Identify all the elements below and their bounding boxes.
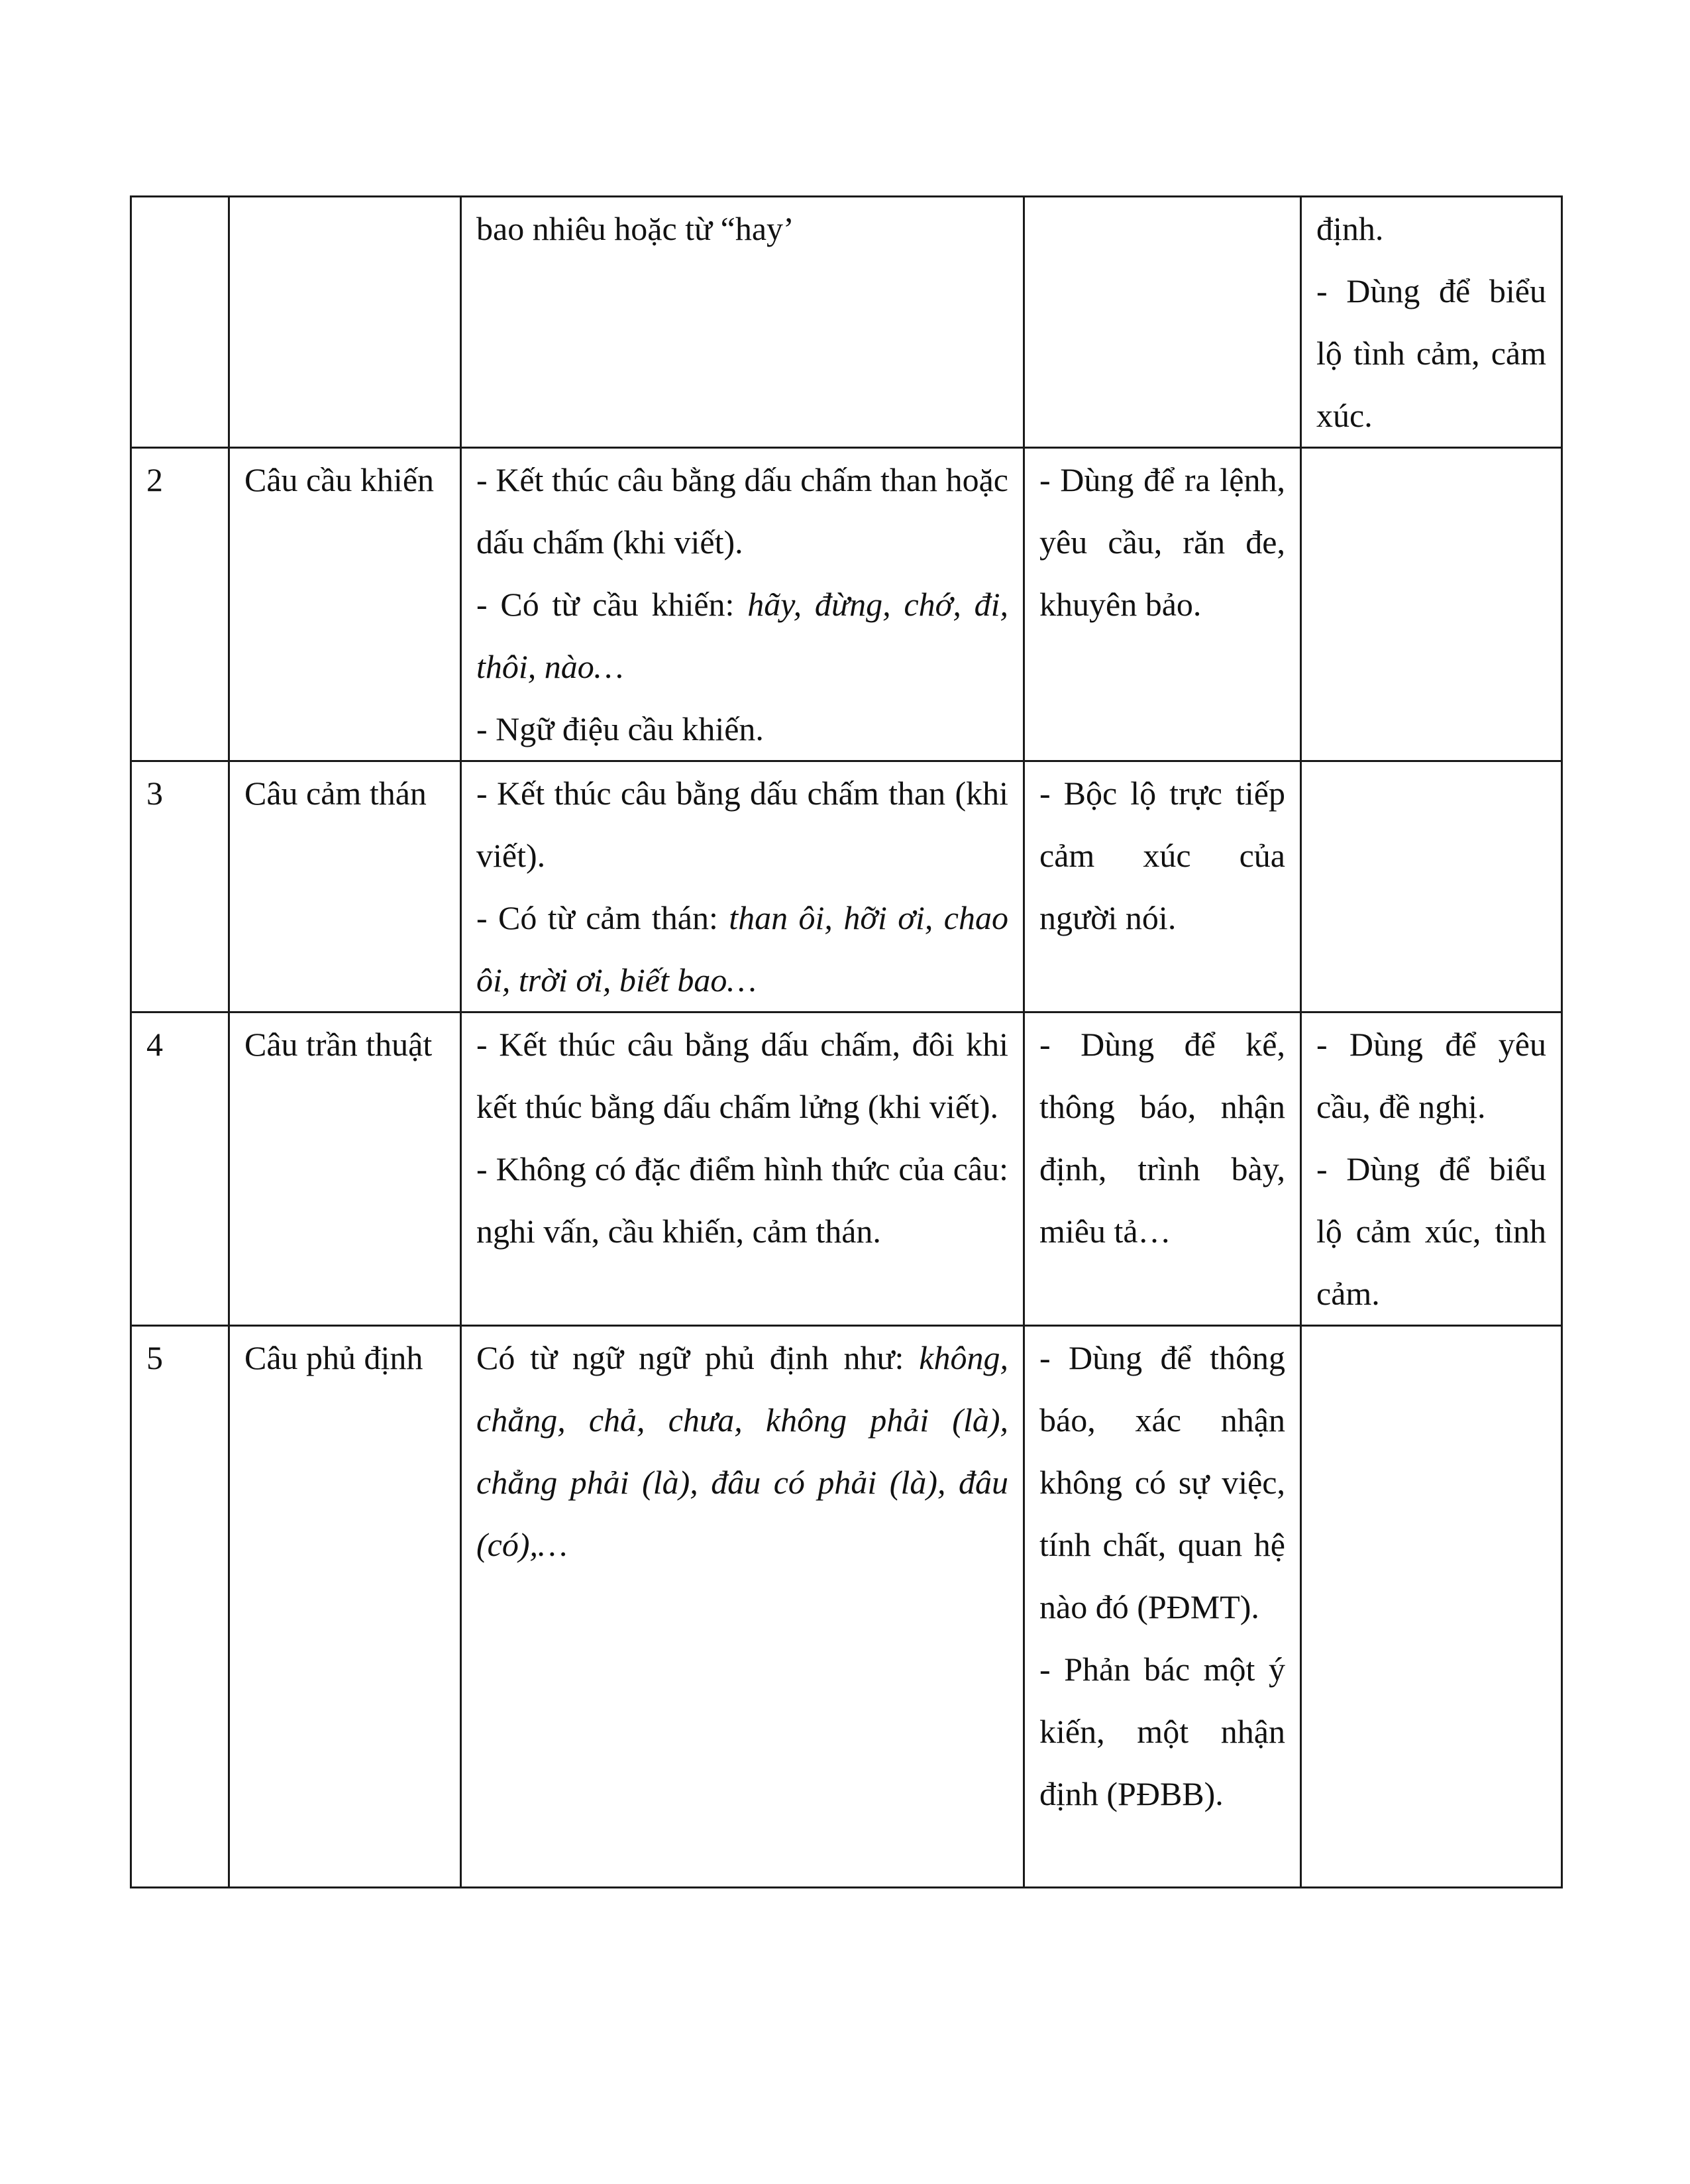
indirect-line: - Dùng để yêu cầu, đề nghị. <box>1316 1026 1546 1125</box>
direct-line: - Dùng để ra lệnh, yêu cầu, răn đe, khuyên bảo. <box>1039 461 1285 623</box>
form-cell <box>461 448 1024 761</box>
direct-function-cell <box>1024 1012 1301 1326</box>
sentence-type-cell <box>229 197 461 448</box>
form-cell <box>461 761 1024 1012</box>
direct-function-cell <box>1024 761 1301 1012</box>
sentence-type-cell: Câu cầu khiến <box>229 448 461 761</box>
form-line: - Ngữ điệu cầu khiến. <box>476 710 764 747</box>
indirect-function-cell <box>1301 1326 1562 1888</box>
table-row <box>131 761 1562 1012</box>
form-cell <box>461 1326 1024 1888</box>
form-text: Có từ ngữ ngữ phủ định như: <box>476 1339 920 1376</box>
form-cell <box>461 1012 1024 1326</box>
table-row <box>131 448 1562 761</box>
form-text: - Có từ cầu khiến: <box>476 586 748 623</box>
form-text: - Có từ cảm thán: <box>476 899 729 936</box>
example-words: than ôi, hỡi ơi, chao ôi, trời ơi, biết bao… <box>476 899 1008 999</box>
form-line-with-examples <box>476 573 1008 698</box>
indirect-line: - Dùng để biểu lộ tình cảm, cảm xúc. <box>1316 272 1546 434</box>
table-row <box>131 1326 1562 1888</box>
form-line: - Kết thúc câu bằng dấu chấm, đôi khi kết thúc bằng dấu chấm lửng (khi viết). <box>476 1026 1008 1125</box>
form-line: bao nhiêu hoặc từ “hay’ <box>476 210 794 247</box>
stt-cell: 3 <box>131 761 229 1012</box>
form-line: - Kết thúc câu bằng dấu chấm than (khi viết). <box>476 775 1008 874</box>
stt-cell: 2 <box>131 448 229 761</box>
indirect-function-cell <box>1301 197 1562 448</box>
sentence-types-table <box>130 195 1563 1888</box>
stt-cell <box>131 197 229 448</box>
direct-line: - Phản bác một ý kiến, một nhận định (PĐBB). <box>1039 1651 1285 1812</box>
form-line-with-examples <box>476 887 1008 1011</box>
indirect-function-cell <box>1301 1012 1562 1326</box>
table-row <box>131 1012 1562 1326</box>
sentence-type-cell: Câu phủ định <box>229 1326 461 1888</box>
form-line-with-examples <box>476 1327 1008 1576</box>
direct-function-cell <box>1024 197 1301 448</box>
form-line: - Kết thúc câu bằng dấu chấm than hoặc dấu chấm (khi viết). <box>476 461 1008 561</box>
indirect-function-cell <box>1301 448 1562 761</box>
indirect-line: định. <box>1316 210 1384 247</box>
direct-line: - Dùng để thông báo, xác nhận không có sự việc, tính chất, quan hệ nào đó (PĐMT). <box>1039 1339 1285 1625</box>
example-words: không, chẳng, chả, chưa, không phải (là), chẳng phải (là), đâu có phải (là), đâu (có),… <box>476 1339 1008 1563</box>
direct-line: - Dùng để kể, thông báo, nhận định, trình bày, miêu tả… <box>1039 1026 1285 1250</box>
sentence-type-cell: Câu cảm thán <box>229 761 461 1012</box>
indirect-function-cell <box>1301 761 1562 1012</box>
direct-function-cell <box>1024 1326 1301 1888</box>
stt-cell: 4 <box>131 1012 229 1326</box>
form-line: - Không có đặc điểm hình thức của câu: nghi vấn, cầu khiến, cảm thán. <box>476 1150 1008 1250</box>
form-cell <box>461 197 1024 448</box>
sentence-type-cell: Câu trần thuật <box>229 1012 461 1326</box>
indirect-line: - Dùng để biểu lộ cảm xúc, tình cảm. <box>1316 1150 1546 1312</box>
direct-line: - Bộc lộ trực tiếp cảm xúc của người nói. <box>1039 775 1285 936</box>
table-row <box>131 197 1562 448</box>
stt-cell: 5 <box>131 1326 229 1888</box>
direct-function-cell <box>1024 448 1301 761</box>
example-words: hãy, đừng, chớ, đi, thôi, nào… <box>476 586 1008 685</box>
